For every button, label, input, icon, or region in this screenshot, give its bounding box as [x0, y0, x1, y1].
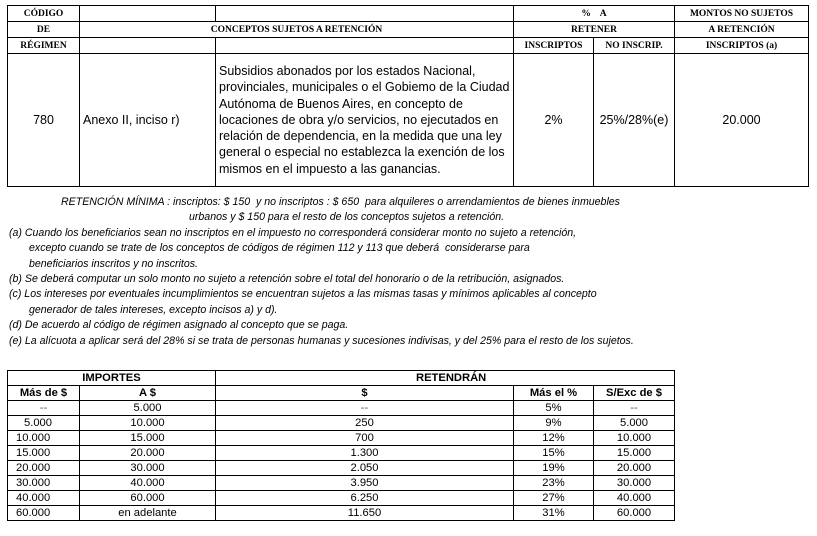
cell-mas-de: 5.000	[8, 416, 80, 431]
cell-a: 30.000	[80, 461, 216, 476]
header-codigo-line1: CÓDIGO	[8, 6, 80, 22]
column-header-row	[8, 386, 675, 401]
cell-a: 15.000	[80, 431, 216, 446]
header-no-inscriptos: NO INSCRIP.	[594, 38, 675, 54]
header-retendran: RETENDRÁN	[216, 371, 675, 386]
header-row-3	[8, 38, 809, 54]
no-inscriptos-rate-cell: 25%/28%(e)	[594, 54, 675, 187]
table-row	[8, 401, 675, 416]
header-codigo-line3: RÉGIMEN	[8, 38, 80, 54]
header-row-1	[8, 6, 809, 22]
cell-mas-de: 30.000	[8, 476, 80, 491]
monto-no-sujeto-cell: 20.000	[675, 54, 809, 187]
cell-s-exc: 5.000	[594, 416, 675, 431]
cell-mas-de: 20.000	[8, 461, 80, 476]
cell-pct: 15%	[514, 446, 594, 461]
cell-pesos: 11.650	[216, 506, 514, 521]
cell-pesos: 3.950	[216, 476, 514, 491]
note-c-line2: generador de tales intereses, excepto incisos a) y d).	[29, 303, 278, 316]
col-mas-el-pct: Más el %	[514, 386, 594, 401]
cell-mas-de: 10.000	[8, 431, 80, 446]
cell-pesos: 2.050	[216, 461, 514, 476]
table-row	[8, 416, 675, 431]
header-montos-line2: A RETENCIÓN	[675, 22, 809, 38]
col-a: A $	[80, 386, 216, 401]
cell-s-exc: 20.000	[594, 461, 675, 476]
header-empty	[216, 38, 514, 54]
header-pct-line2: RETENER	[514, 22, 675, 38]
table-row	[8, 446, 675, 461]
note-c-line1: (c) Los intereses por eventuales incumplimientos se encuentran sujetos a las mismas tasas y mínimos aplicables al concepto	[9, 288, 597, 301]
cell-pesos: 700	[216, 431, 514, 446]
cell-mas-de: 60.000	[8, 506, 80, 521]
cell-pesos: 6.250	[216, 491, 514, 506]
codigo-cell: 780	[8, 54, 80, 187]
cell-pct: 5%	[514, 401, 594, 416]
header-conceptos: CONCEPTOS SUJETOS A RETENCIÓN	[80, 22, 514, 38]
table-row	[8, 461, 675, 476]
header-codigo-line2: DE	[8, 22, 80, 38]
header-empty	[80, 6, 216, 22]
note-a-line2: excepto cuando se trate de los conceptos de códigos de régimen 112 y 113 que deberá considerarse para	[29, 242, 530, 255]
retencion-minima-line1: RETENCIÓN MÍNIMA : inscriptos: $ 150 y no inscriptos : $ 650 para alquileres o arrendamientos de bienes inmuebles	[61, 196, 620, 208]
retencion-minima-line2: urbanos y $ 150 para el resto de los conceptos sujetos a retención.	[189, 211, 505, 224]
header-empty	[216, 6, 514, 22]
cell-a: 20.000	[80, 446, 216, 461]
cell-pct: 23%	[514, 476, 594, 491]
cell-s-exc: 30.000	[594, 476, 675, 491]
cell-pct: 31%	[514, 506, 594, 521]
cell-a: 10.000	[80, 416, 216, 431]
cell-s-exc: --	[594, 401, 675, 416]
cell-pct: 27%	[514, 491, 594, 506]
col-s-exc: S/Exc de $	[594, 386, 675, 401]
note-a-line3: beneficiarios inscritos y no inscritos.	[29, 257, 198, 270]
cell-s-exc: 10.000	[594, 431, 675, 446]
col-pesos: $	[216, 386, 514, 401]
note-e: (e) La alícuota a aplicar será del 28% si se trata de personas humanas y sucesiones indivisas, y del 25% para el resto de los sujetos.	[9, 334, 634, 347]
cell-mas-de: 15.000	[8, 446, 80, 461]
cell-s-exc: 60.000	[594, 506, 675, 521]
cell-mas-de: --	[8, 401, 80, 416]
cell-a: 40.000	[80, 476, 216, 491]
cell-pesos: --	[216, 401, 514, 416]
header-pct-line1: % A	[514, 6, 675, 22]
cell-mas-de: 40.000	[8, 491, 80, 506]
header-montos-line1: MONTOS NO SUJETOS	[675, 6, 809, 22]
descripcion-cell: Subsidios abonados por los estados Nacional, provinciales, municipales o el Gobiemo de la Ciudad Autónoma de Buenos Aires, en concepto de locaciones de obra y/o servicios, no ejecutados en relación de dependencia, en la medida que una ley general o especial no establezca la exención de los mismos en el impuesto a las ganancias.	[216, 54, 514, 187]
header-importes: IMPORTES	[8, 371, 216, 386]
group-header-row	[8, 371, 675, 386]
note-b: (b) Se deberá computar un solo monto no sujeto a retención sobre el total del honorario o de la retribución, asignados.	[9, 272, 565, 285]
cell-pesos: 250	[216, 416, 514, 431]
header-inscriptos: INSCRIPTOS	[514, 38, 594, 54]
table-row	[8, 431, 675, 446]
col-mas-de: Más de $	[8, 386, 80, 401]
cell-a: 60.000	[80, 491, 216, 506]
cell-a: 5.000	[80, 401, 216, 416]
header-montos-line3: INSCRIPTOS (a)	[675, 38, 809, 54]
retention-scale-table	[7, 370, 675, 521]
table-row	[8, 54, 809, 187]
table-row	[8, 491, 675, 506]
note-a-line1: (a) Cuando los beneficiarios sean no inscriptos en el impuesto no corresponderá considerar monto no sujeto a retención,	[9, 226, 577, 239]
cell-pesos: 1.300	[216, 446, 514, 461]
header-row-2	[8, 22, 809, 38]
table-row	[8, 506, 675, 521]
cell-pct: 19%	[514, 461, 594, 476]
cell-a: en adelante	[80, 506, 216, 521]
cell-pct: 9%	[514, 416, 594, 431]
table-row	[8, 476, 675, 491]
cell-s-exc: 15.000	[594, 446, 675, 461]
cell-s-exc: 40.000	[594, 491, 675, 506]
retention-concepts-table	[7, 5, 809, 187]
note-d: (d) De acuerdo al código de régimen asignado al concepto que se paga.	[9, 319, 349, 332]
cell-pct: 12%	[514, 431, 594, 446]
footnotes	[9, 195, 809, 349]
header-empty	[80, 38, 216, 54]
referencia-cell: Anexo II, inciso r)	[80, 54, 216, 187]
inscriptos-rate-cell: 2%	[514, 54, 594, 187]
